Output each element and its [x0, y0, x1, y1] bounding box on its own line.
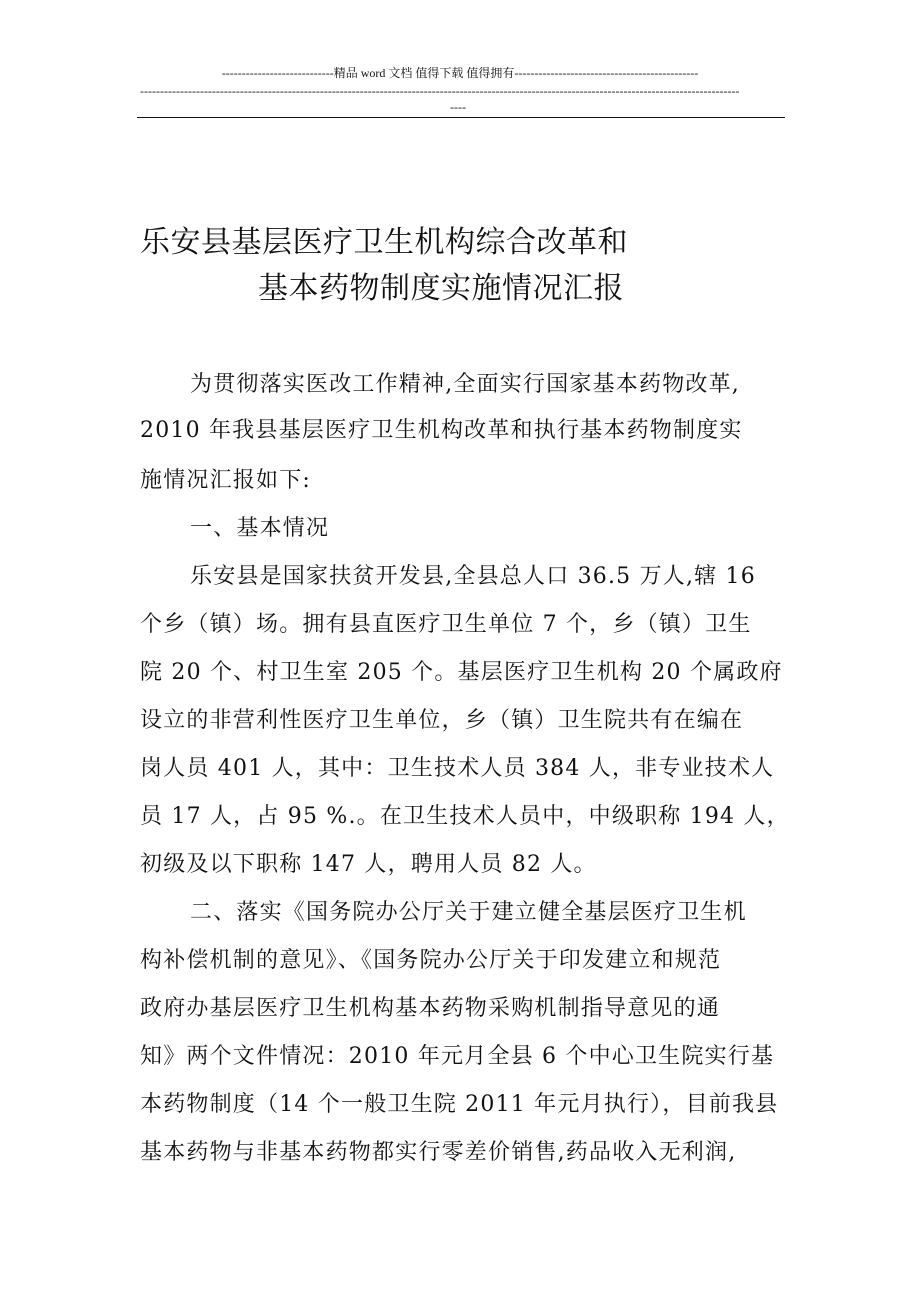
header-dash-line: ------------------------------------------------------------------------------------------------------------------------------------------------------	[140, 84, 740, 98]
body-line: 院 20 个、村卫生室 205 个。基层医疗卫生机构 20 个属政府	[140, 660, 783, 685]
body-line: 初级及以下职称 147 人，聘用人员 82 人。	[140, 852, 597, 877]
body-line: 知》两个文件情况：2010 年元月全县 6 个中心卫生院实行基	[140, 1044, 775, 1069]
document-title-line-2: 基本药物制度实施情况汇报	[258, 271, 624, 306]
body-line: 施情况汇报如下:	[140, 468, 312, 493]
body-line: 个乡（镇）场。拥有县直医疗卫生单位 7 个，乡（镇）卫生	[140, 612, 752, 637]
body-line: 基本药物与非基本药物都实行零差价销售,药品收入无利润,	[140, 1140, 737, 1165]
header-banner: ----------------------------精品 word 文档 值得下载 值得拥有----------------------------------------------	[221, 66, 699, 80]
body-line: 乐安县是国家扶贫开发县,全县总人口 36.5 万人,辖 16	[190, 564, 756, 589]
body-line: 岗人员 401 人，其中：卫生技术人员 384 人，非专业技术人	[140, 756, 775, 781]
body-line: 本药物制度（14 个一般卫生院 2011 年元月执行），目前我县	[140, 1092, 779, 1117]
body-line: 为贯彻落实医改工作精神,全面实行国家基本药物改革,	[190, 372, 740, 397]
section-heading: 二、落实《国务院办公厅关于建立健全基层医疗卫生机	[190, 900, 747, 925]
body-line: 员 17 人，占 95 %.。在卫生技术人员中，中级职称 194 人，	[140, 804, 790, 829]
body-line: 构补偿机制的意见》、《国务院办公厅关于印发建立和规范	[140, 948, 722, 973]
body-line: 2010 年我县基层医疗卫生机构改革和执行基本药物制度实	[140, 418, 743, 443]
document-title-line-1: 乐安县基层医疗卫生机构综合改革和	[140, 225, 628, 260]
section-heading: 一、基本情况	[190, 516, 330, 541]
body-line: 政府办基层医疗卫生机构基本药物采购机制指导意见的通	[140, 996, 721, 1021]
header-rule	[137, 117, 785, 118]
header-dash-tail: ----	[450, 100, 466, 114]
body-line: 设立的非营利性医疗卫生单位，乡（镇）卫生院共有在编在	[140, 708, 744, 733]
